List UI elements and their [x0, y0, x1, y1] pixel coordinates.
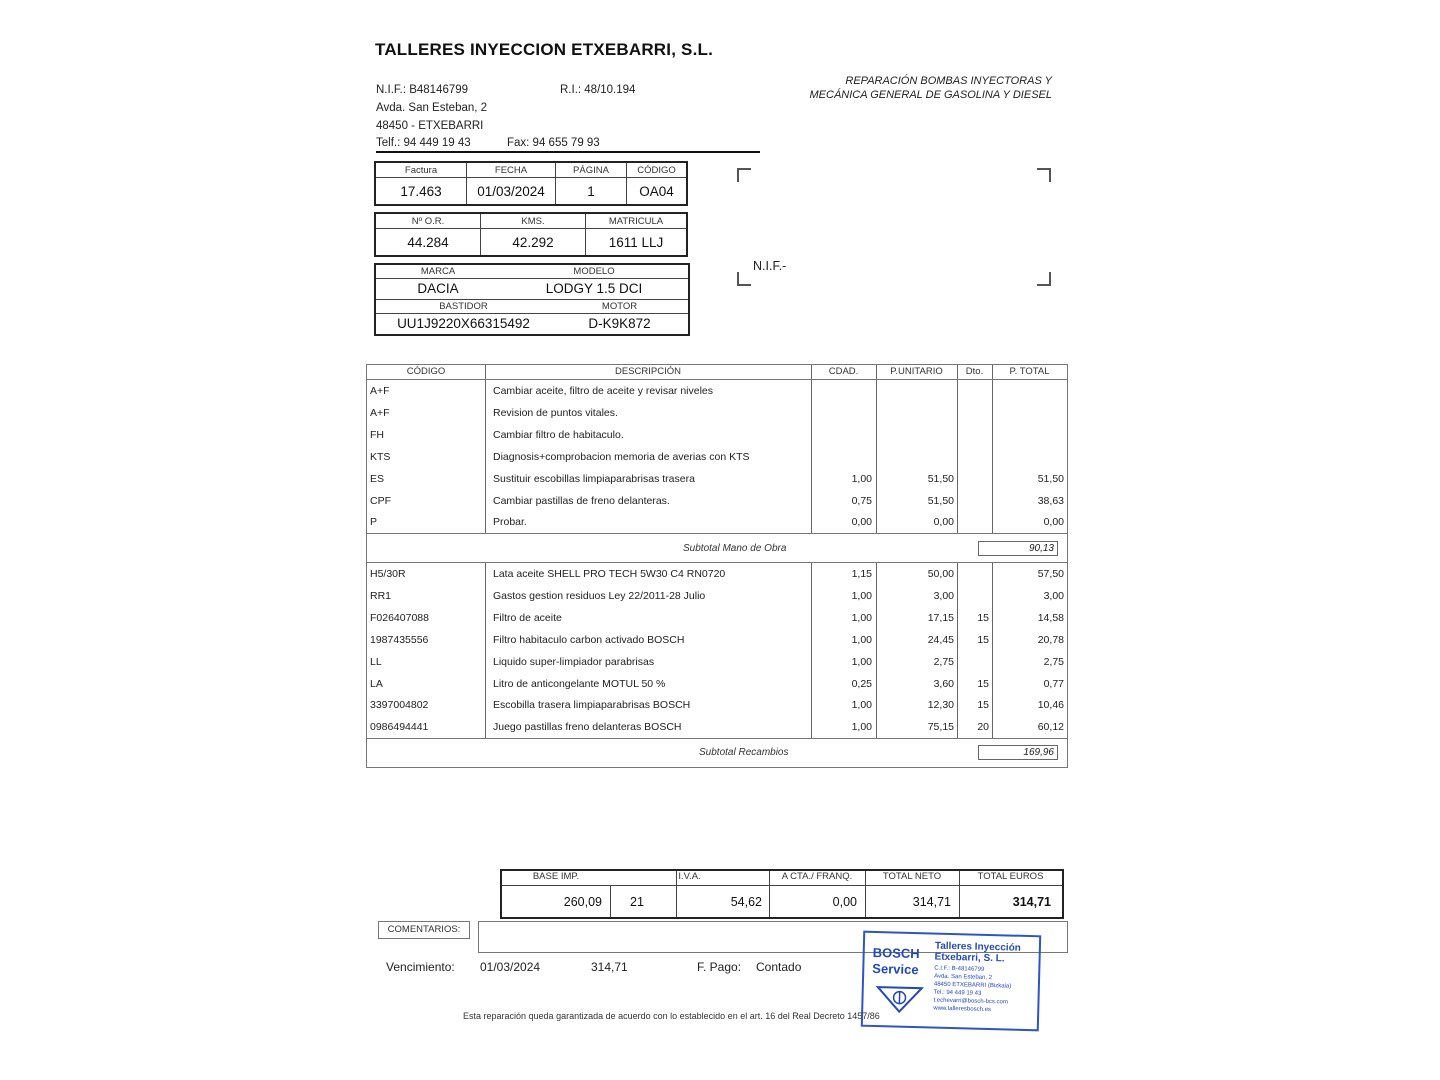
item-discount: 15 [977, 677, 989, 690]
col-header-description: DESCRIPCIÓN [615, 366, 681, 377]
due-amount: 314,71 [591, 960, 628, 974]
item-qty: 1,00 [851, 633, 872, 646]
window-corner-bl [737, 272, 751, 286]
plate-header: MATRICULA [586, 213, 688, 229]
col-header-qty: CDAD. [828, 366, 859, 377]
totals-box [500, 869, 1064, 919]
company-address: Avda. San Esteban, 2 [376, 102, 488, 114]
invoice-table [374, 161, 688, 206]
item-total: 14,58 [1037, 611, 1064, 624]
item-description: Lata aceite SHELL PRO TECH 5W30 C4 RN0720 [493, 568, 726, 580]
item-total: 0,00 [1043, 516, 1064, 529]
item-unit-price: 0,00 [933, 516, 954, 529]
item-qty: 1,00 [851, 721, 872, 734]
table-row [367, 652, 1067, 673]
base-header: BASE IMP. [532, 871, 580, 882]
or-number-header: Nº O.R. [375, 213, 481, 229]
item-description: Cambiar aceite, filtro de aceite y revisar niveles [493, 385, 714, 397]
company-nif: N.I.F.: B48146799 [376, 84, 469, 96]
table-row [367, 469, 1067, 490]
item-unit-price: 50,00 [927, 568, 954, 580]
item-total: 3,00 [1043, 589, 1064, 602]
item-qty: 1,00 [851, 699, 872, 712]
or-number: 44.284 [375, 229, 481, 257]
engine-header: MOTOR [601, 301, 638, 312]
parts-subtotal-value: 169,96 [978, 745, 1058, 760]
stamp-service: Service [872, 960, 919, 978]
item-qty: 1,00 [851, 472, 872, 485]
item-code: P [370, 516, 378, 529]
due-date: 01/03/2024 [480, 960, 541, 974]
item-qty: 1,00 [851, 611, 872, 624]
item-total: 60,12 [1037, 721, 1064, 734]
item-qty: 1,15 [851, 568, 872, 580]
item-total: 10,46 [1037, 699, 1064, 712]
comments-label: COMENTARIOS: [378, 921, 470, 939]
franq-header: A CTA./ FRANQ. [781, 871, 853, 882]
item-code: RR1 [370, 589, 392, 602]
item-description: Escobilla trasera limpiaparabrisas BOSCH [493, 699, 691, 712]
vat-header: I.V.A. [678, 871, 701, 882]
window-corner-tl [737, 168, 751, 182]
brand-value: DACIA [417, 281, 459, 296]
item-total: 51,50 [1037, 472, 1064, 485]
item-total: 20,78 [1037, 633, 1064, 646]
brand-header: MARCA [420, 266, 456, 277]
parts-start-line [367, 562, 1067, 563]
tagline-line-2: MECÁNICA GENERAL DE GASOLINA Y DIESEL [809, 89, 1052, 101]
item-total: 0,77 [1043, 677, 1064, 690]
company-ri: R.I.: 48/10.194 [560, 84, 636, 96]
kms-header: KMS. [481, 213, 586, 229]
item-qty: 0,25 [851, 677, 872, 690]
table-row [367, 425, 1067, 446]
labour-subtotal-label: Subtotal Mano de Obra [683, 543, 787, 554]
invoice-number: 17.463 [375, 178, 467, 206]
window-corner-tr [1037, 168, 1051, 182]
company-tagline [752, 74, 1052, 102]
item-code: F026407088 [370, 611, 429, 624]
tagline-line-1: REPARACIÓN BOMBAS INYECTORAS Y [845, 75, 1052, 87]
col-header-code: CÓDIGO [406, 366, 446, 377]
item-discount: 15 [977, 633, 989, 646]
item-code: 1987435556 [370, 633, 429, 646]
franq-value: 0,00 [832, 895, 857, 909]
engine-value: D-K9K872 [588, 316, 651, 331]
item-description: Sustituir escobillas limpiaparabrisas trasera [493, 472, 695, 485]
item-unit-price: 3,60 [933, 677, 954, 690]
item-total: 38,63 [1037, 494, 1064, 507]
invoice-date: 01/03/2024 [467, 178, 556, 206]
item-description: Litro de anticongelante MOTUL 50 % [493, 677, 666, 690]
invoice-date-header: FECHA [467, 162, 556, 178]
table-row [367, 403, 1067, 424]
item-qty: 0,00 [851, 516, 872, 529]
item-description: Juego pastillas freno delanteras BOSCH [493, 721, 682, 734]
company-name: TALLERES INYECCION ETXEBARRI, S.L. [375, 40, 714, 59]
table-row [367, 674, 1067, 695]
base-value: 260,09 [563, 895, 602, 909]
col-header-unit-price: P.UNITARIO [890, 366, 943, 377]
chassis-value: UU1J9220X66315492 [397, 316, 530, 331]
table-row [367, 608, 1067, 629]
item-code: LA [370, 677, 383, 690]
item-code: 3397004802 [370, 699, 429, 712]
item-total: 57,50 [1037, 568, 1064, 580]
order-table [374, 212, 688, 257]
client-nif-label: N.I.F.- [753, 259, 787, 273]
chassis-header: BASTIDOR [439, 301, 488, 312]
item-unit-price: 24,45 [927, 633, 954, 646]
item-description: Probar. [493, 516, 527, 529]
item-code: A+F [370, 406, 390, 419]
item-code: LL [370, 655, 382, 668]
item-discount: 20 [977, 721, 989, 734]
col-header-discount: Dto. [965, 366, 984, 377]
warranty-note: Esta reparación queda garantizada de acuerdo con lo establecido en el art. 16 del Real Decreto 1457/86 [463, 1011, 880, 1021]
item-unit-price: 75,15 [927, 721, 954, 734]
stamp-details: C.I.F.: B-48146799 Avda. San Esteban, 2 48450 ETXEBARRI (Bizkaia) Tel.: 94 449 19 43 t.echevarri@bosch-bcs.com www.talleresbosch.es [933, 965, 1012, 1014]
table-row [367, 564, 1067, 585]
item-discount: 15 [977, 699, 989, 712]
item-unit-price: 2,75 [933, 655, 954, 668]
item-code: A+F [370, 385, 390, 397]
item-description: Gastos gestion residuos Ley 22/2011-28 Julio [493, 589, 706, 602]
model-header: MODELO [573, 266, 615, 277]
invoice-code: OA04 [627, 178, 688, 206]
stamp-company-name: Talleres Inyección Etxebarri, S. L. [934, 940, 1021, 965]
item-unit-price: 17,15 [927, 611, 954, 624]
model-value: LODGY 1.5 DCI [545, 281, 643, 296]
item-description: Revision de puntos vitales. [493, 406, 618, 419]
net-value: 314,71 [912, 895, 951, 909]
item-discount: 15 [977, 611, 989, 624]
table-row [367, 695, 1067, 716]
item-description: Cambiar filtro de habitaculo. [493, 428, 624, 441]
vehicle-box [374, 263, 690, 336]
total-header: TOTAL EUROS [977, 871, 1044, 882]
item-unit-price: 51,50 [927, 494, 954, 507]
labour-subtotal-value: 90,13 [978, 541, 1058, 556]
header-underline [367, 379, 1067, 380]
company-city: 48450 - ETXEBARRI [376, 120, 484, 132]
kms-value: 42.292 [481, 229, 586, 257]
stamp-brand: BOSCH [872, 944, 920, 962]
invoice-page: 1 [556, 178, 627, 206]
col-sep [610, 886, 611, 917]
items-table [366, 364, 1068, 768]
parts-subtotal-label: Subtotal Recambios [699, 747, 789, 758]
invoice-number-header: Factura [375, 162, 467, 178]
item-code: CPF [370, 494, 391, 507]
total-value: 314,71 [1012, 895, 1051, 909]
table-row [367, 381, 1067, 402]
table-row [367, 447, 1067, 468]
col-header-total: P. TOTAL [1009, 366, 1050, 377]
payment-method-label: F. Pago: [697, 960, 742, 974]
table-row [367, 717, 1067, 738]
item-description: Liquido super-limpiador parabrisas [493, 655, 655, 668]
item-description: Cambiar pastillas de freno delanteras. [493, 494, 670, 507]
bosch-logo-icon [875, 983, 924, 1014]
table-row [367, 512, 1067, 533]
invoice-code-header: CÓDIGO [627, 162, 688, 178]
vat-amount: 54,62 [730, 895, 762, 909]
item-code: FH [370, 428, 384, 441]
item-unit-price: 3,00 [933, 589, 954, 602]
item-total: 2,75 [1043, 655, 1064, 668]
vat-rate: 21 [630, 895, 644, 909]
table-row [367, 491, 1067, 512]
due-label: Vencimiento: [386, 960, 455, 974]
item-code: KTS [370, 450, 391, 463]
item-unit-price: 51,50 [927, 472, 954, 485]
company-phone: Telf.: 94 449 19 43 [376, 137, 471, 149]
item-code: H5/30R [370, 568, 406, 580]
item-description: Filtro habitaculo carbon activado BOSCH [493, 633, 685, 646]
net-header: TOTAL NETO [882, 871, 942, 882]
item-qty: 1,00 [851, 655, 872, 668]
item-description: Diagnosis+comprobacion memoria de averias con KTS [493, 450, 750, 463]
item-unit-price: 12,30 [927, 699, 954, 712]
table-row [367, 586, 1067, 607]
item-code: ES [370, 472, 385, 485]
window-corner-br [1037, 272, 1051, 286]
invoice-page-header: PÁGINA [556, 162, 627, 178]
company-stamp [861, 931, 1041, 1032]
item-qty: 1,00 [851, 589, 872, 602]
header-rule [376, 151, 760, 153]
item-code: 0986494441 [370, 721, 429, 734]
plate-value: 1611 LLJ [586, 229, 688, 257]
payment-method: Contado [756, 960, 802, 974]
table-row [367, 630, 1067, 651]
company-fax: Fax: 94 655 79 93 [507, 137, 600, 149]
item-description: Filtro de aceite [493, 611, 562, 624]
totals-header-line [502, 885, 1062, 886]
item-qty: 0,75 [851, 494, 872, 507]
